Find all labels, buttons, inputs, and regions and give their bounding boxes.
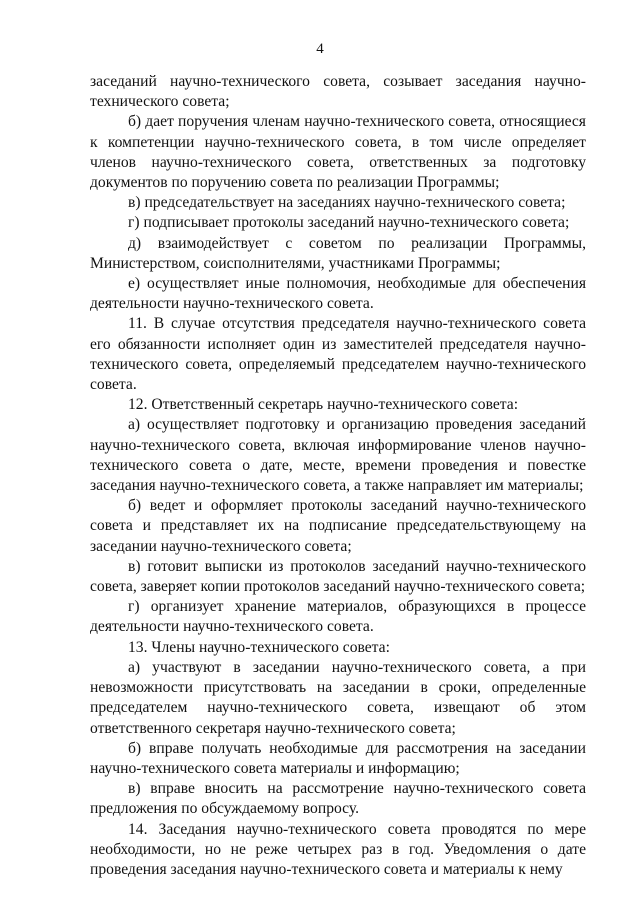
paragraph-10b: б) дает поручения членам научно-технического совета, относящиеся к компетенции научно-технического совета, в том числе определяет членов научно-технического совета, ответственных за подготовку документов по поручению совета по реализации Программы; bbox=[90, 113, 586, 192]
page-number: 4 bbox=[316, 41, 324, 57]
paragraph-continuation: заседаний научно-технического совета, созывает заседания научно-технического совета; bbox=[90, 73, 586, 111]
paragraph-11: 11. В случае отсутствия председателя научно-технического совета его обязанности исполняет один из заместителей председателя научно-технического совета, определяемый председателем научно-технического совета. bbox=[90, 315, 586, 394]
paragraph-13: 13. Члены научно-технического совета: bbox=[128, 638, 390, 656]
paragraph-10g: г) подписывает протоколы заседаний научно-технического совета; bbox=[128, 214, 570, 232]
paragraph-12v: в) готовит выписки из протоколов заседаний научно-технического совета, заверяет копии протоколов заседаний научно-технического совета; bbox=[90, 557, 586, 596]
paragraph-14: 14. Заседания научно-технического совета проводятся по мере необходимости, но не реже четырех раз в год. Уведомления о дате проведения заседания научно-технического совета и материалы к нему bbox=[90, 820, 586, 878]
paragraph-12a: а) осуществляет подготовку и организацию проведения заседаний научно-технического совета, включая информирование членов научно-технического совета о дате, месте, времени проведения и повестке заседания научно-технического совета, а также направляет им материалы; bbox=[90, 416, 586, 495]
paragraph-12g: г) организует хранение материалов, образующихся в процессе деятельности научно-технического совета. bbox=[90, 598, 586, 636]
paragraph-12: 12. Ответственный секретарь научно-технического совета: bbox=[128, 396, 519, 414]
paragraph-13a: а) участвуют в заседании научно-технического совета, а при невозможности присутствовать на заседании в сроки, определенные председателем научно-технического совета, извещают об этом ответственного секретаря научно-технического совета; bbox=[90, 658, 586, 737]
paragraph-10v: в) председательствует на заседаниях научно-технического совета; bbox=[128, 194, 566, 212]
paragraph-10e: е) осуществляет иные полномочия, необходимые для обеспечения деятельности научно-технического совета. bbox=[90, 275, 586, 313]
paragraph-10d: д) взаимодействует с советом по реализации Программы, Министерством, соисполнителями, участниками Программы; bbox=[90, 234, 586, 272]
paragraph-13b: б) вправе получать необходимые для рассмотрения на заседании научно-технического совета материалы и информацию; bbox=[90, 739, 586, 777]
document-body bbox=[90, 72, 586, 880]
paragraph-13v: в) вправе вносить на рассмотрение научно-технического совета предложения по обсуждаемому вопросу. bbox=[90, 780, 586, 818]
paragraph-12b: б) ведет и оформляет протоколы заседаний научно-технического совета и представляет их на подписание председательствующему на заседании научно-технического совета; bbox=[90, 497, 586, 555]
